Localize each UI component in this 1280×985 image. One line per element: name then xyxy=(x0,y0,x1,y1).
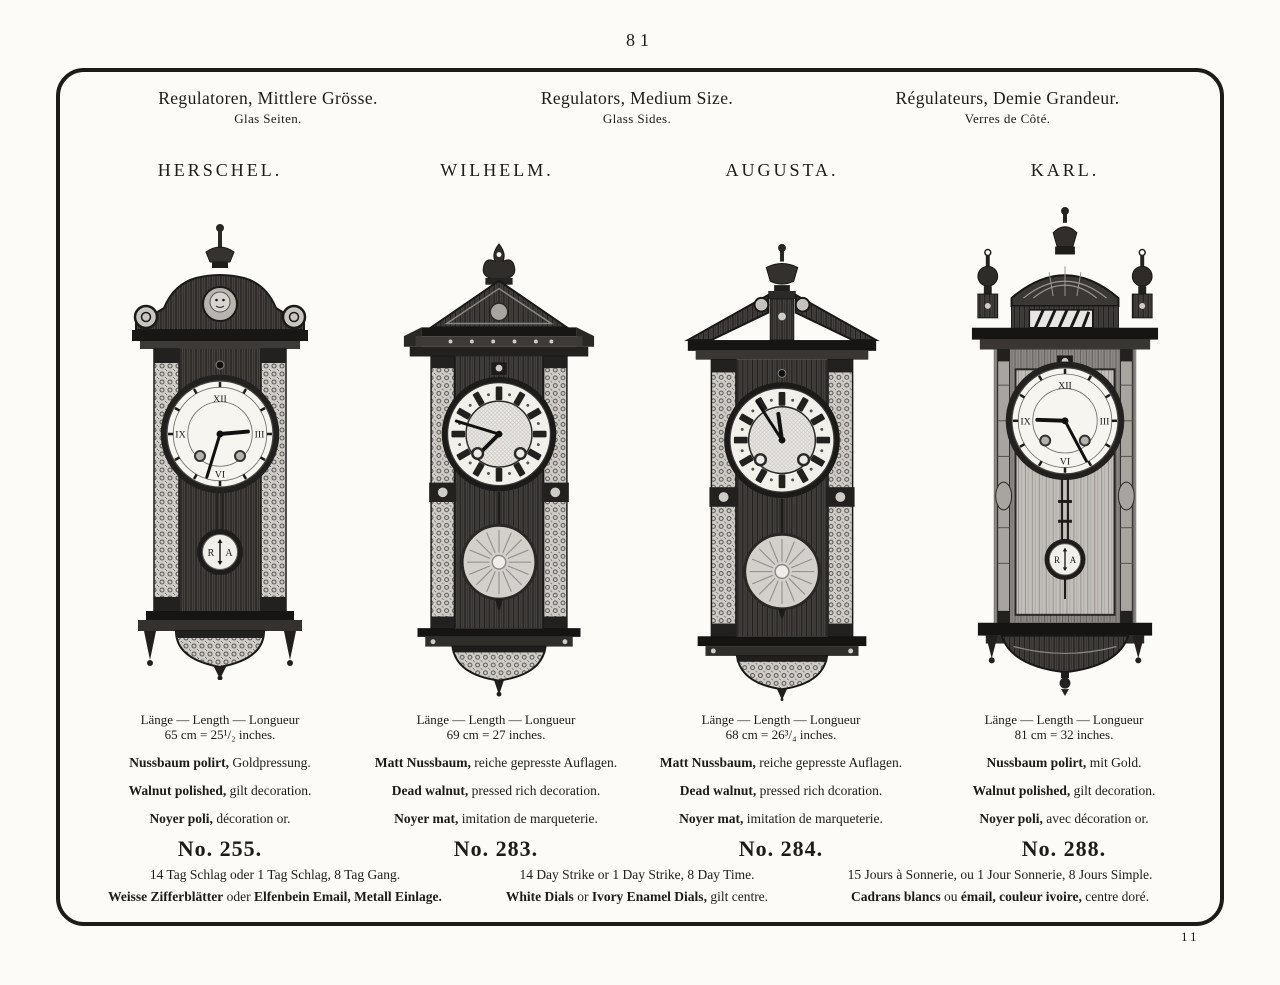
header-subtitle-french: Verres de Côté. xyxy=(964,111,1051,126)
clock-illustration-augusta xyxy=(678,240,886,701)
desc-line-german: Matt Nussbaum, reiche gepresste Auflagen. xyxy=(659,754,903,770)
footer-line2-french: Cadrans blancs ou émail, couleur ivoire, centre doré. xyxy=(851,888,1149,904)
desc-line-german: Matt Nussbaum, reiche gepresste Auflagen. xyxy=(374,754,618,770)
desc-line-french: Noyer poli, avec décoration or. xyxy=(979,810,1149,826)
page-number-top: 81 xyxy=(626,30,654,50)
footer-column-english xyxy=(447,864,827,907)
footer-line2-english: White Dials or Ivory Enamel Dials, gilt centre. xyxy=(505,888,769,904)
model-number: No. 288. xyxy=(1021,836,1107,862)
desc-line-french: Noyer poli, décoration or. xyxy=(149,810,291,826)
header-german xyxy=(108,88,428,127)
header-subtitle-german: Glas Seiten. xyxy=(234,111,302,126)
footer-column-french xyxy=(800,864,1200,907)
page-number-bottom: 11 xyxy=(1181,929,1200,944)
footer-line1-german: 14 Tag Schlag oder 1 Tag Schlag, 8 Tag Gang. xyxy=(149,867,401,882)
length-line: Länge — Length — Longueur xyxy=(984,712,1144,727)
desc-line-french: Noyer mat, imitation de marqueterie. xyxy=(394,810,598,826)
desc-line-french: Noyer mat, imitation de marqueterie. xyxy=(679,810,883,826)
length-line: Länge — Length — Longueur xyxy=(140,712,300,727)
header-title-german: Regulatoren, Mittlere Grösse. xyxy=(158,88,378,108)
clock-illustration-herschel xyxy=(110,218,330,680)
model-number: No. 283. xyxy=(453,836,539,862)
header-subtitle-english: Glass Sides. xyxy=(602,111,672,126)
desc-line-english: Walnut polished, gilt decoration. xyxy=(972,782,1156,798)
model-number: No. 284. xyxy=(738,836,824,862)
clock-name-wilhelm: WILHELM. xyxy=(440,160,554,180)
size-line: 69 cm = 27 inches. xyxy=(446,727,546,743)
header-french xyxy=(845,88,1170,127)
desc-line-english: Walnut polished, gilt decoration. xyxy=(128,782,312,798)
size-line: 68 cm = 26³/₄ inches. xyxy=(725,727,837,743)
desc-line-german: Nussbaum polirt, mit Gold. xyxy=(986,754,1142,770)
clock-info-augusta xyxy=(631,712,931,862)
footer-line1-french: 15 Jours à Sonnerie, ou 1 Jour Sonnerie, 8 Jours Simple. xyxy=(847,867,1153,882)
footer-line2-german: Weisse Zifferblätter oder Elfenbein Email, Metall Einlage. xyxy=(108,888,442,904)
clock-name-karl: KARL. xyxy=(1030,160,1100,180)
length-line: Länge — Length — Longueur xyxy=(701,712,861,727)
clock-name-augusta: AUGUSTA. xyxy=(725,160,839,180)
model-number: No. 255. xyxy=(177,836,263,862)
length-line: Länge — Length — Longueur xyxy=(416,712,576,727)
footer-line1-english: 14 Day Strike or 1 Day Strike, 8 Day Time. xyxy=(519,867,755,882)
clock-info-karl xyxy=(914,712,1214,862)
footer-column-german xyxy=(75,864,475,907)
header-title-english: Regulators, Medium Size. xyxy=(540,88,734,108)
size-line: 65 cm = 25¹/₂ inches. xyxy=(164,727,276,743)
header-english xyxy=(477,88,797,127)
header-title-french: Régulateurs, Demie Grandeur. xyxy=(895,88,1120,108)
clock-info-wilhelm xyxy=(346,712,646,862)
size-line: 81 cm = 32 inches. xyxy=(1014,727,1114,743)
desc-line-german: Nussbaum polirt, Goldpressung. xyxy=(129,754,311,770)
clock-name-herschel: HERSCHEL. xyxy=(157,160,283,180)
clock-illustration-karl xyxy=(954,203,1176,696)
clock-info-herschel xyxy=(70,712,370,862)
desc-line-english: Dead walnut, pressed rich decoration. xyxy=(391,782,601,798)
clock-illustration-wilhelm xyxy=(396,242,602,698)
desc-line-english: Dead walnut, pressed rich dcoration. xyxy=(679,782,883,798)
